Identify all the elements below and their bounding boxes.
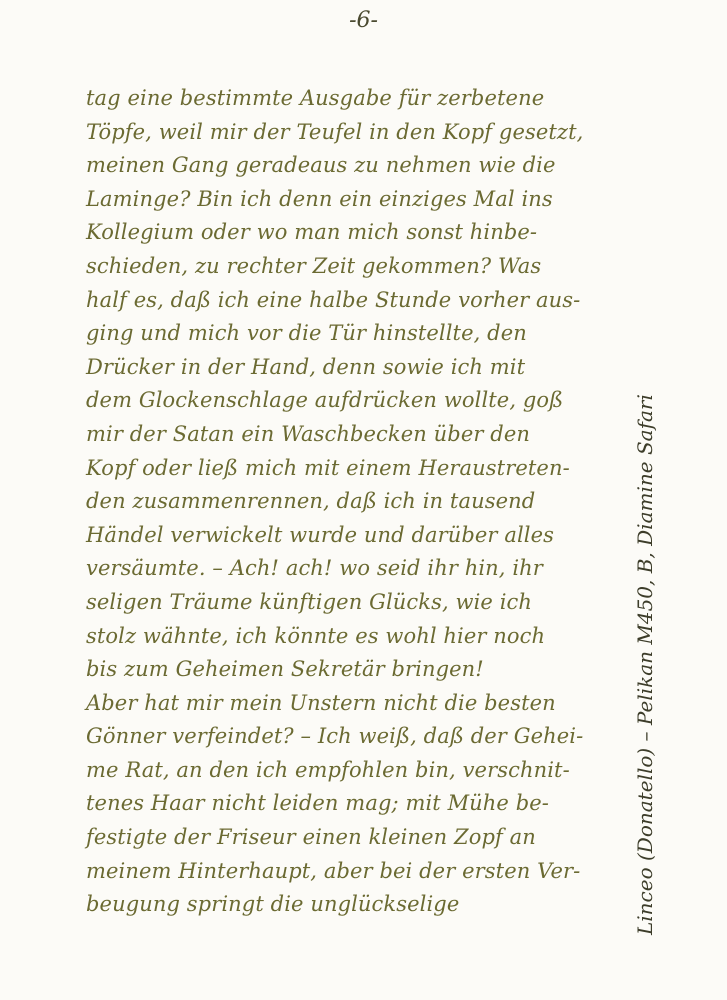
text-line: Laminge? Bin ich denn ein einziges Mal ins xyxy=(86,186,553,211)
text-line: stolz wähnte, ich könnte es wohl hier noch xyxy=(86,623,546,648)
text-line: versäumte. – Ach! ach! wo seid ihr hin, ihr xyxy=(86,556,543,581)
text-line: Kopf oder ließ mich mit einem Heraustreten- xyxy=(86,455,570,480)
text-line: Händel verwickelt wurde und darüber alles xyxy=(86,522,555,547)
text-line: Kollegium oder wo man mich sonst hinbe- xyxy=(86,220,538,245)
text-line: beugung springt die unglückselige xyxy=(86,892,460,917)
text-line: meinem Hinterhaupt, aber bei der ersten Ver- xyxy=(86,858,581,883)
pen-ink-side-note: Linceo (Donatello) – Pelikan M450, B, Diamine Safari xyxy=(633,394,657,935)
text-line: ging und mich vor die Tür hinstellte, den xyxy=(86,321,527,346)
text-line: mir der Satan ein Waschbecken über den xyxy=(86,421,530,446)
text-line: dem Glockenschlage aufdrücken wollte, goß xyxy=(86,388,564,413)
text-line: Töpfe, weil mir der Teufel in den Kopf gesetzt, xyxy=(86,119,584,144)
handwritten-text-block xyxy=(86,82,626,922)
text-line: den zusammenrennen, daß ich in tausend xyxy=(86,489,536,514)
text-line: bis zum Geheimen Sekretär bringen! xyxy=(86,657,484,682)
text-line: festigte der Friseur einen kleinen Zopf an xyxy=(86,825,536,850)
text-line: tenes Haar nicht leiden mag; mit Mühe be- xyxy=(86,791,550,816)
text-line: seligen Träume künftigen Glücks, wie ich xyxy=(86,589,533,614)
page-number: -6- xyxy=(349,8,378,33)
text-line: Gönner verfeindet? – Ich weiß, daß der Gehei- xyxy=(86,724,584,749)
text-line: tag eine bestimmte Ausgabe für zerbetene xyxy=(86,86,545,110)
text-line: me Rat, an den ich empfohlen bin, verschnit- xyxy=(86,757,570,782)
text-line: schieden, zu rechter Zeit gekommen? Was xyxy=(86,253,542,278)
text-line: Drücker in der Hand, denn sowie ich mit xyxy=(86,354,526,379)
text-line: meinen Gang geradeaus zu nehmen wie die xyxy=(86,153,556,178)
text-line: half es, daß ich eine halbe Stunde vorher aus- xyxy=(86,287,581,312)
text-line: Aber hat mir mein Unstern nicht die besten xyxy=(86,690,556,715)
